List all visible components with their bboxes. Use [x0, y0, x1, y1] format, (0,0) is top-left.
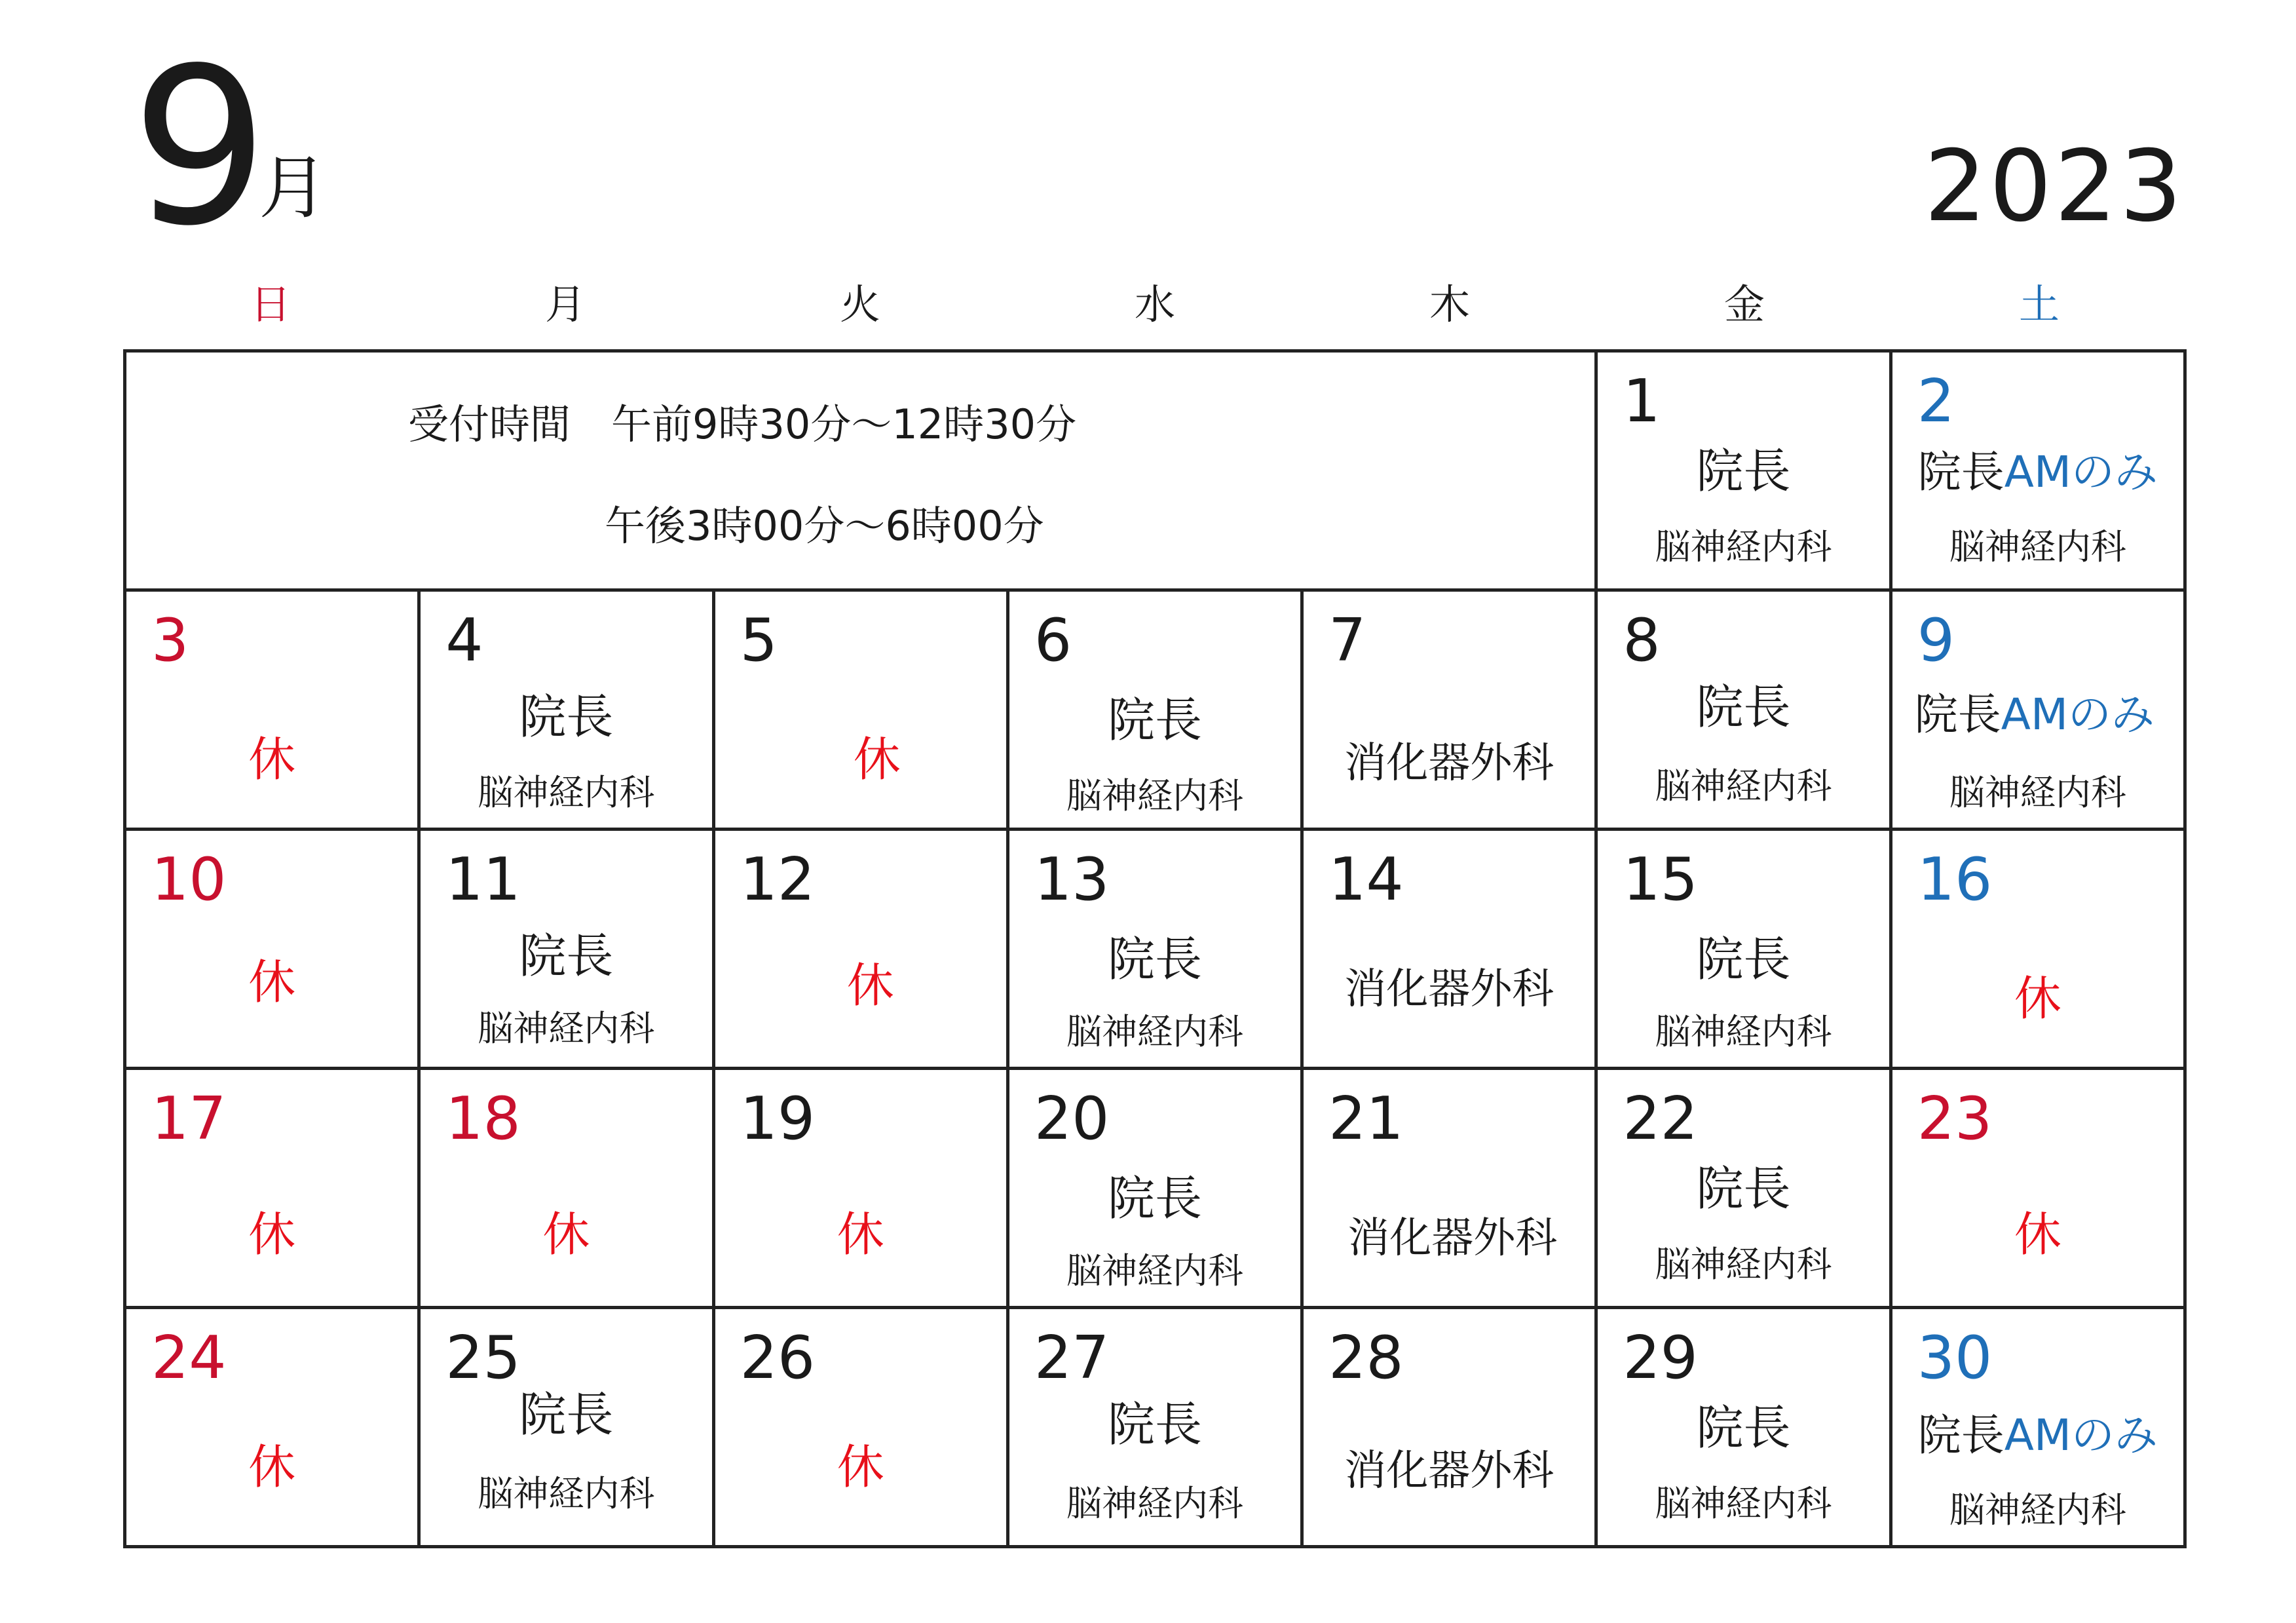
neurology-label: 脳神経内科: [478, 772, 655, 813]
director-label: 院長: [1696, 932, 1791, 987]
director-label: 院長: [1914, 689, 2001, 740]
director-am-label: [1892, 1410, 2183, 1461]
am-only-label: AMのみ: [2004, 1410, 2158, 1461]
day-cell: [1304, 592, 1598, 831]
day-number: 5: [740, 606, 778, 675]
day-number: 8: [1623, 606, 1661, 675]
reception-hours-afternoon: 午後3時00分～6時00分: [605, 502, 1044, 550]
day-number: 26: [740, 1324, 816, 1392]
day-cell: [1892, 353, 2187, 592]
day-cell: [421, 1309, 715, 1548]
day-number: 15: [1623, 845, 1698, 914]
director-am-label: [1892, 689, 2183, 740]
director-label: 院長: [519, 928, 614, 983]
day-cell: [126, 1070, 421, 1309]
day-cell: [421, 831, 715, 1070]
day-number: 7: [1328, 606, 1366, 675]
day-number: 30: [1917, 1324, 1993, 1392]
neurology-label: 脳神経内科: [478, 1008, 655, 1049]
day-number: 25: [445, 1324, 521, 1392]
day-cell: [1892, 831, 2187, 1070]
day-number: 1: [1623, 367, 1661, 436]
day-cell: [1009, 1309, 1304, 1548]
day-cell: [1304, 831, 1598, 1070]
day-cell: [1598, 1309, 1892, 1548]
calendar-grid: [123, 349, 2187, 1548]
neurology-label: 脳神経内科: [1655, 1244, 1832, 1285]
neurology-label: 脳神経内科: [1655, 1483, 1832, 1524]
day-number: 19: [740, 1084, 816, 1153]
am-only-label: AMのみ: [2001, 689, 2155, 740]
neurology-label: 脳神経内科: [1655, 765, 1832, 807]
day-number: 3: [151, 606, 189, 675]
day-cell: [421, 592, 715, 831]
neurology-label: 脳神経内科: [1655, 526, 1832, 567]
neurology-label: 脳神経内科: [478, 1473, 655, 1514]
director-label: 院長: [1107, 1397, 1202, 1452]
neurology-label: 脳神経内科: [1066, 1011, 1243, 1052]
month-kanji: 月: [259, 148, 328, 228]
surgery-label: 消化器外科: [1344, 965, 1554, 1014]
day-cell: [1892, 1070, 2187, 1309]
day-number: 11: [445, 845, 521, 914]
day-cell: [715, 1309, 1009, 1548]
director-label: 院長: [1696, 444, 1791, 499]
closed-label: 休: [248, 1440, 296, 1495]
day-cell: [1598, 353, 1892, 592]
weekday-sunday: 日: [250, 280, 291, 328]
director-label: 院長: [1917, 1410, 2004, 1461]
director-label: 院長: [1107, 693, 1202, 748]
weekday-wednesday: 水: [1134, 280, 1175, 328]
closed-label: 休: [846, 958, 894, 1013]
weekday-thursday: 木: [1429, 280, 1470, 328]
month-number: 9: [131, 22, 269, 273]
day-cell: [1304, 1309, 1598, 1548]
neurology-label: 脳神経内科: [1655, 1011, 1832, 1052]
day-number: 6: [1034, 606, 1072, 675]
weekday-monday: 月: [544, 280, 586, 328]
day-cell: [1009, 592, 1304, 831]
director-label: 院長: [519, 689, 614, 744]
day-cell: [715, 592, 1009, 831]
day-number: 23: [1917, 1084, 1993, 1153]
day-number: 24: [151, 1324, 227, 1392]
day-cell: [126, 592, 421, 831]
closed-label: 休: [542, 1207, 590, 1262]
day-cell: [1304, 1070, 1598, 1309]
day-number: 20: [1034, 1084, 1110, 1153]
neurology-label: 脳神経内科: [1949, 772, 2126, 813]
weekday-tuesday: 火: [839, 280, 880, 328]
closed-label: 休: [853, 732, 901, 787]
neurology-label: 脳神経内科: [1066, 1250, 1243, 1291]
closed-label: 休: [2014, 1207, 2061, 1262]
day-cell: [1009, 1070, 1304, 1309]
day-number: 10: [151, 845, 227, 914]
neurology-label: 脳神経内科: [1949, 526, 2126, 567]
reception-hours: [126, 353, 1598, 592]
day-cell: [421, 1070, 715, 1309]
director-am-label: [1892, 447, 2183, 497]
director-label: 院長: [1696, 1400, 1791, 1455]
director-label: 院長: [1696, 1161, 1791, 1216]
closed-label: 休: [837, 1207, 884, 1262]
day-number: 28: [1328, 1324, 1404, 1392]
year: 2023: [1924, 130, 2185, 244]
day-number: 9: [1917, 606, 1955, 675]
day-number: 27: [1034, 1324, 1110, 1392]
day-number: 2: [1917, 367, 1955, 436]
day-cell: [1009, 831, 1304, 1070]
day-number: 18: [445, 1084, 521, 1153]
director-label: 院長: [1696, 679, 1791, 735]
neurology-label: 脳神経内科: [1066, 775, 1243, 816]
closed-label: 休: [2014, 971, 2061, 1026]
closed-label: 休: [837, 1440, 884, 1495]
day-number: 4: [445, 606, 483, 675]
director-label: 院長: [519, 1387, 614, 1442]
director-label: 院長: [1917, 447, 2004, 497]
closed-label: 休: [248, 732, 296, 787]
am-only-label: AMのみ: [2004, 447, 2158, 497]
day-cell: [715, 831, 1009, 1070]
surgery-label: 消化器外科: [1344, 739, 1554, 788]
day-cell: [1598, 592, 1892, 831]
day-cell: [126, 831, 421, 1070]
day-number: 22: [1623, 1084, 1698, 1153]
day-number: 21: [1328, 1084, 1404, 1153]
day-cell: [1598, 1070, 1892, 1309]
closed-label: 休: [248, 955, 296, 1010]
day-cell: [1598, 831, 1892, 1070]
weekday-friday: 金: [1723, 280, 1765, 328]
neurology-label: 脳神経内科: [1949, 1489, 2126, 1531]
director-label: 院長: [1107, 932, 1202, 987]
director-label: 院長: [1107, 1171, 1202, 1226]
weekday-saturday: 土: [2018, 280, 2060, 328]
weekday-header-row: [123, 272, 2187, 337]
day-cell: [1892, 592, 2187, 831]
day-number: 17: [151, 1084, 227, 1153]
neurology-label: 脳神経内科: [1066, 1483, 1243, 1524]
day-number: 16: [1917, 845, 1993, 914]
day-number: 12: [740, 845, 816, 914]
day-cell: [1892, 1309, 2187, 1548]
surgery-label: 消化器外科: [1344, 1447, 1554, 1495]
closed-label: 休: [248, 1207, 296, 1262]
surgery-label: 消化器外科: [1347, 1214, 1558, 1263]
day-number: 13: [1034, 845, 1110, 914]
reception-hours-morning: 受付時間 午前9時30分～12時30分: [408, 400, 1077, 448]
day-cell: [715, 1070, 1009, 1309]
day-number: 14: [1328, 845, 1404, 914]
day-cell: [126, 1309, 421, 1548]
day-number: 29: [1623, 1324, 1698, 1392]
